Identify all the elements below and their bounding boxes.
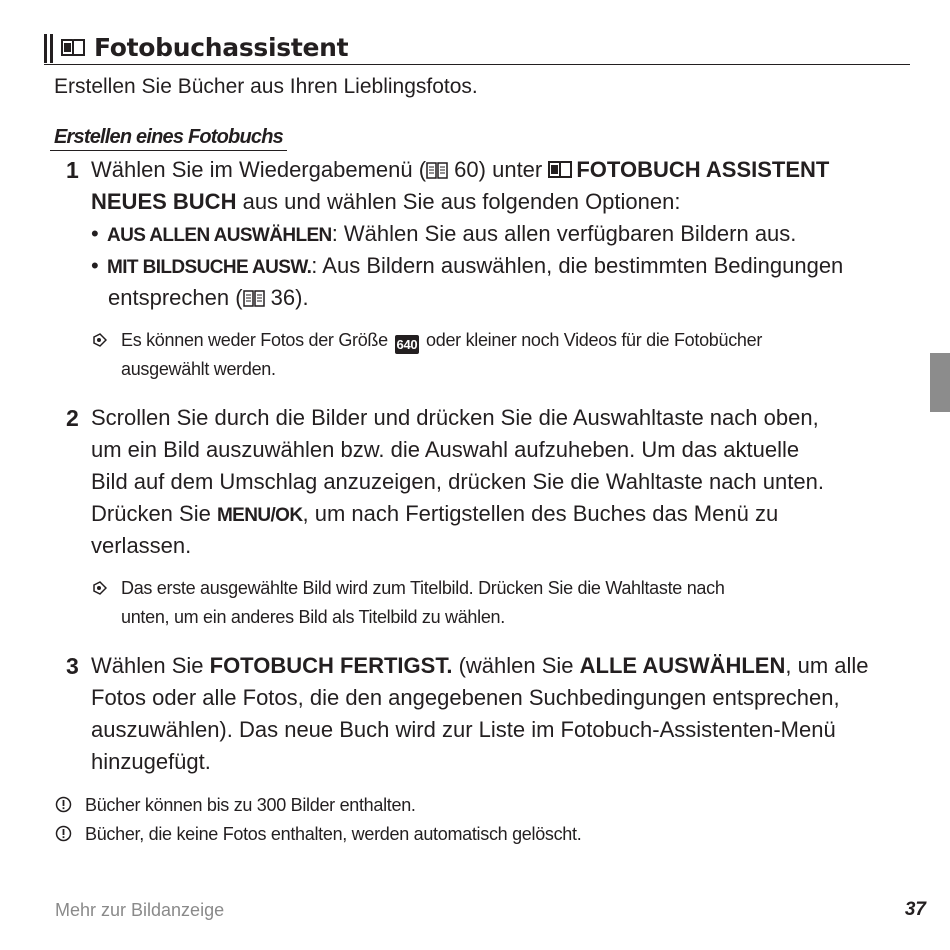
text: Wählen Sie im Wiedergabemenü (: [91, 157, 427, 182]
caution-text: Bücher können bis zu 300 Bilder enthalten.: [85, 795, 416, 815]
text: Es können weder Fotos der Größe: [121, 330, 393, 350]
step-2-line: verlassen.: [91, 533, 192, 558]
option-label: AUS ALLEN AUSWÄHLEN: [107, 225, 332, 246]
menu-term: NEUES BUCH: [91, 189, 237, 214]
note-text: ausgewählt werden.: [121, 359, 276, 379]
text: entsprechen (: [108, 285, 243, 310]
menu-term: FOTOBUCH ASSISTENT: [576, 157, 830, 182]
step-number: 1: [66, 157, 79, 183]
caution-text: Bücher, die keine Fotos enthalten, werden automatisch gelöscht.: [85, 824, 582, 844]
text: aus und wählen Sie aus folgenden Optionen:: [236, 189, 681, 214]
option-label: MIT BILDSUCHE AUSW.: [107, 257, 312, 278]
intro-text: Erstellen Sie Bücher aus Ihren Lieblingsfotos.: [54, 75, 478, 98]
text: , um nach Fertigstellen des Buches das Menü zu: [302, 501, 779, 526]
text: oder kleiner noch Videos für die Fotobücher: [421, 330, 763, 350]
page-reference-icon: [243, 290, 265, 307]
menu-term: FOTOBUCH FERTIGST.: [209, 653, 453, 678]
page-ref: 60: [454, 157, 479, 182]
button-term: MENU/OK: [216, 505, 303, 526]
step-1-line-2: [91, 186, 903, 218]
page-number: 37: [904, 899, 926, 920]
bullet: •: [91, 253, 99, 278]
book-icon: [61, 38, 85, 58]
menu-term: ALLE AUSWÄHLEN: [579, 653, 786, 678]
note-icon: [93, 333, 107, 347]
page-ref: 36: [270, 285, 296, 310]
text: ) unter: [478, 157, 549, 182]
section-heading: [44, 32, 910, 65]
chapter-tab: [930, 353, 950, 412]
footer-section: Mehr zur Bildanzeige: [55, 900, 225, 920]
caution-icon: [55, 825, 72, 842]
option-text: : Aus Bildern auswählen, die bestimmten Bedingungen: [311, 253, 844, 278]
option-text: : Wählen Sie aus allen verfügbaren Bildern aus.: [331, 221, 797, 246]
text: (wählen Sie: [452, 653, 580, 678]
step-2-line: Scrollen Sie durch die Bilder und drücken Sie die Auswahltaste nach oben,: [91, 405, 819, 430]
note-icon: [93, 581, 107, 595]
page-title: Fotobuchassistent: [94, 33, 349, 62]
step-2-line: um ein Bild auszuwählen bzw. die Auswahl aufzuheben. Um das aktuelle: [91, 437, 800, 462]
text: Wählen Sie: [91, 653, 210, 678]
subheading: Erstellen eines Fotobuchs: [50, 124, 287, 151]
image-size-icon: 640: [396, 337, 418, 352]
bullet: •: [91, 221, 99, 246]
caution-icon: [55, 796, 72, 813]
page-reference-icon: [426, 162, 448, 179]
step-3-line: auszuwählen). Das neue Buch wird zur Liste im Fotobuch-Assistenten-Menü: [91, 717, 836, 742]
step-number: 3: [66, 653, 79, 679]
option-continuation: [108, 282, 309, 314]
step-3-line: [91, 650, 903, 682]
step-2-line: Bild auf dem Umschlag anzuzeigen, drücken Sie die Wahltaste nach unten.: [91, 469, 824, 494]
text: ).: [295, 285, 309, 310]
step-3-line: Fotos oder alle Fotos, die den angegebenen Suchbedingungen entsprechen,: [91, 685, 840, 710]
note-text: unten, um ein anderes Bild als Titelbild zu wählen.: [121, 607, 505, 627]
note-text: [121, 326, 911, 355]
note-text: Das erste ausgewählte Bild wird zum Titelbild. Drücken Sie die Wahltaste nach: [121, 578, 725, 598]
step-1-line-1: [91, 154, 903, 186]
book-icon: [548, 160, 572, 180]
step-3-line: hinzugefügt.: [91, 749, 211, 774]
option-item: [91, 218, 903, 252]
option-item: [91, 250, 903, 284]
step-number: 2: [66, 405, 79, 431]
heading-bar: [44, 34, 47, 63]
heading-bar: [50, 34, 53, 63]
step-2-line: [91, 498, 903, 532]
text: Drücken Sie: [91, 501, 217, 526]
text: , um alle: [785, 653, 869, 678]
